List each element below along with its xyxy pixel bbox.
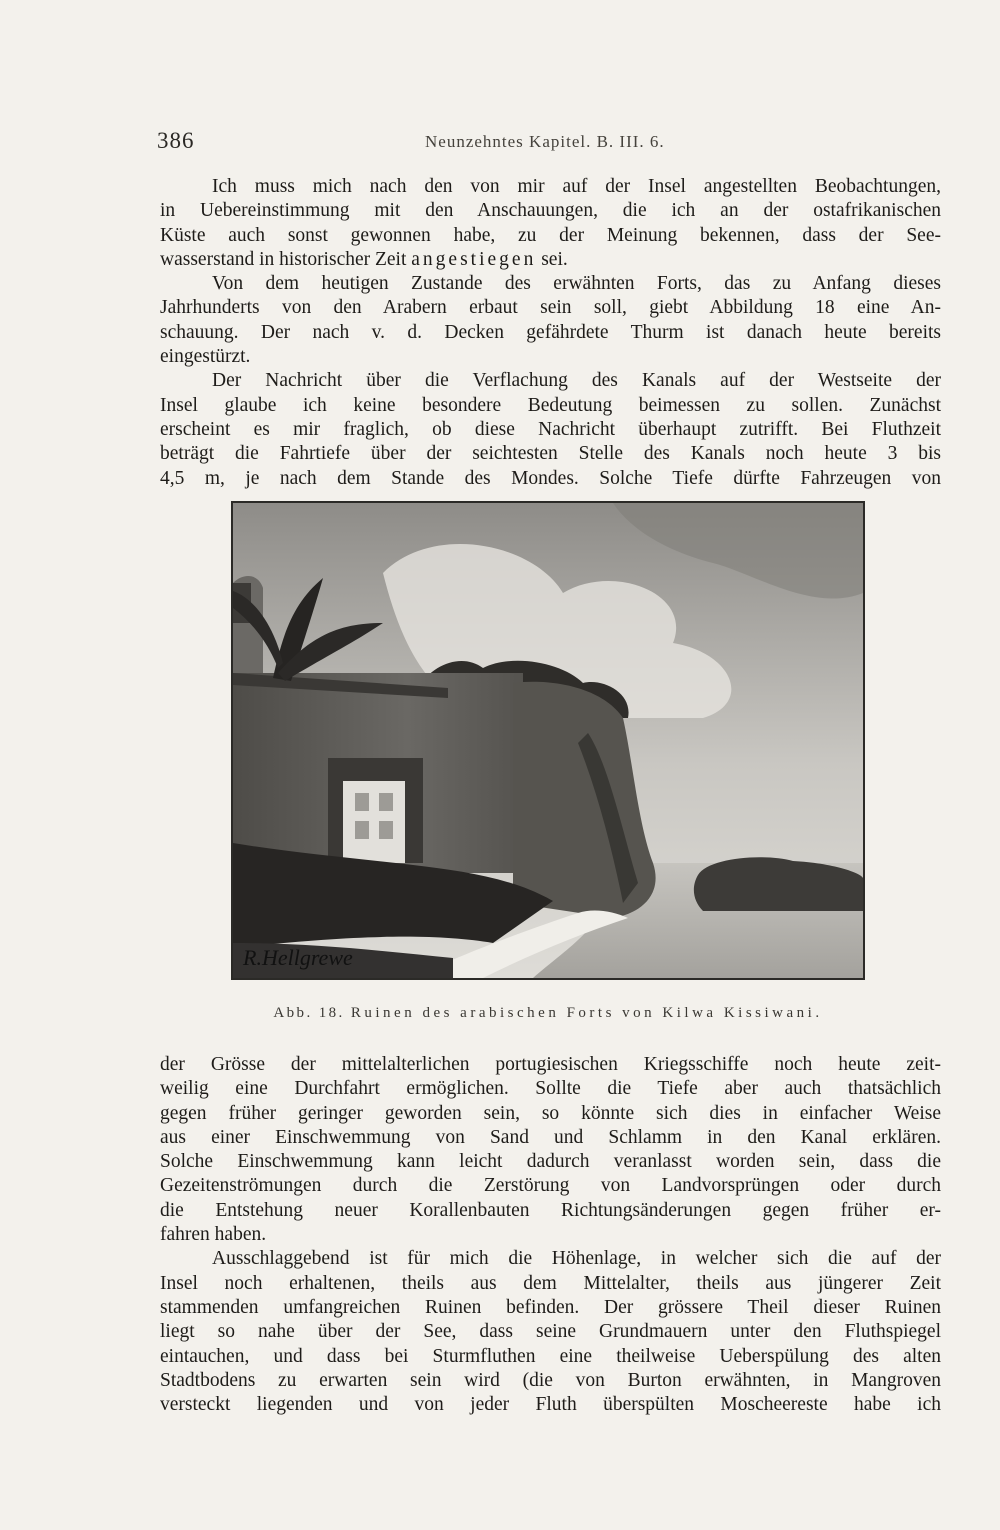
text-fragment: sei.: [536, 248, 568, 270]
text-line: Von dem heutigen Zustande des erwähnten Forts, das zu Anfang dieses: [212, 273, 941, 295]
text-line: eintauchen, und dass bei Sturmfluthen eine theilweise Ueberspülung des alten: [160, 1345, 941, 1367]
text-line: Jahrhunderts von den Arabern erbaut sein soll, giebt Abbildung 18 eine An-: [160, 297, 941, 319]
text-line: gegen früher geringer geworden sein, so könnte sich dies in einfacher Weise: [160, 1102, 941, 1124]
text-line: die Entstehung neuer Korallenbauten Richtungsänderungen gegen früher er-: [160, 1199, 941, 1221]
text-line: Solche Einschwemmung kann leicht dadurch veranlasst worden sein, dass die: [160, 1151, 941, 1173]
text-line: Küste auch sonst gewonnen habe, zu der Meinung bekennen, dass der See-: [160, 224, 941, 246]
text-line: Ausschlaggebend ist für mich die Höhenlage, in welcher sich die auf der: [212, 1248, 941, 1270]
text-line: Ich muss mich nach den von mir auf der Insel angestellten Beobachtungen,: [212, 176, 941, 197]
text-line: eingestürzt.: [160, 346, 251, 368]
chapter-reference: Neunzehntes Kapitel. B. III. 6.: [425, 132, 665, 151]
text-line: liegt so nahe über der See, dass seine Grundmauern unter den Fluthspiegel: [160, 1321, 941, 1343]
body-text-top: [160, 175, 941, 491]
text-line: in Uebereinstimmung mit den Anschauungen, die ich an der ostafrikanischen: [160, 200, 941, 222]
text-line: der Grösse der mittelalterlichen portugiesischen Kriegsschiffe noch heute zeit-: [160, 1054, 941, 1075]
text-line: Insel glaube ich keine besondere Bedeutung beimessen zu sollen. Zunächst: [160, 394, 941, 416]
text-line: aus einer Einschwemmung von Sand und Schlamm in den Kanal erklären.: [160, 1126, 941, 1148]
text-line: Stadtbodens zu erwarten sein wird (die von Burton erwähnten, in Mangroven: [160, 1369, 941, 1391]
text-line: versteckt liegenden und von jeder Fluth überspülten Moscheereste habe ich: [160, 1394, 941, 1416]
text-line: fahren haben.: [160, 1224, 267, 1246]
text-line: [160, 248, 941, 272]
text-line: erscheint es mir fraglich, ob diese Nachricht überhaupt zutrifft. Bei Fluthzeit: [160, 418, 941, 440]
text-line: beträgt die Fahrtiefe über der seichtesten Stelle des Kanals noch heute 3 bis: [160, 443, 941, 465]
text-line: Der Nachricht über die Verflachung des Kanals auf der Westseite der: [212, 370, 941, 392]
text-line: Insel noch erhaltenen, theils aus dem Mittelalter, theils aus jüngerer Zeit: [160, 1272, 941, 1294]
artist-signature: R.Hellgrewe: [243, 945, 353, 970]
caption-text: Ruinen des arabischen Forts von Kilwa Kissiwani.: [350, 1005, 823, 1021]
text-line: weilig eine Durchfahrt ermöglichen. Sollte die Tiefe aber auch thatsächlich: [160, 1078, 941, 1100]
gate-door: [343, 781, 405, 863]
emphasized-word: angestiegen: [411, 248, 537, 270]
figure-caption: [231, 1005, 865, 1022]
caption-label: Abb. 18.: [273, 1005, 345, 1021]
text-line: stammenden umfangreichen Ruinen befinden. Der grössere Theil dieser Ruinen: [160, 1296, 941, 1318]
text-fragment: wasserstand in historischer Zeit: [160, 248, 412, 270]
figure-illustration: [231, 501, 865, 980]
text-line: schauung. Der nach v. d. Decken gefährdete Thurm ist danach heute bereits: [160, 321, 941, 343]
fort-ruins-illustration: [233, 503, 863, 978]
body-text-bottom: [160, 1053, 941, 1417]
text-line: 4,5 m, je nach dem Stande des Mondes. Solche Tiefe dürfte Fahrzeugen von: [160, 467, 941, 489]
text-line: Gezeitenströmungen durch die Zerstörung von Landvorsprüngen oder durch: [160, 1175, 941, 1197]
running-head: [157, 122, 937, 162]
page-number: 386: [157, 128, 195, 153]
